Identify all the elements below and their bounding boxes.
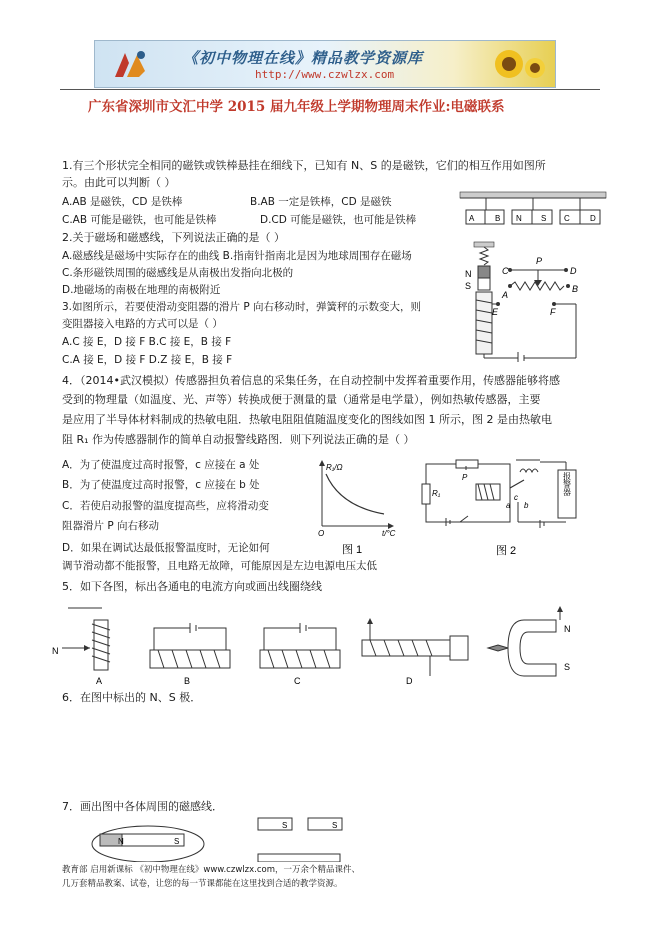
q4-stem-line1: 4．（2014•武汉模拟）传感器担负着信息的采集任务，在自动控制中发挥着重要作用，传感器能够将感 (62, 374, 560, 387)
q4-fig2-circuit (420, 458, 590, 558)
q4-option-b: B．为了使温度过高时报警，c 应接在 b 处 (62, 479, 260, 491)
q5-label-a: A (96, 676, 103, 686)
footer-line1: 教育部 启用新课标 《初中物理在线》www.czwlzx.com，一万余个精品课件、 (62, 865, 360, 875)
q4-stem-line4: 阻 R₁ 作为传感器制作的简单自动报警线路图．则下列说法正确的是（ ） (62, 433, 415, 446)
q4-fig2-label-a: a (506, 501, 511, 510)
q4-stem-line2: 受到的物理量（如温度、光、声等）转换成便于测量的量（通常是电学量），例如热敏传感器，主要 (62, 393, 541, 406)
q4-fig1-caption: 图 1 (342, 544, 363, 556)
banner-url[interactable]: http://www.czwlzx.com (255, 68, 395, 81)
q4-fig1-origin: O (318, 529, 325, 538)
q7-label-s3: S (332, 821, 338, 830)
q3-fig-label-n: N (465, 269, 472, 279)
q2-stem: 2.关于磁场和磁感线，下列说法正确的是（ ） (62, 231, 285, 244)
q5-stem: 5．如下各图，标出各通电的电流方向或画出线圈绕线 (62, 580, 322, 593)
banner-title: 《初中物理在线》精品教学资源库 (183, 49, 424, 67)
q1-option-b: B.AB 一定是铁棒，CD 是磁铁 (250, 196, 392, 208)
q5-coils-figure (50, 602, 610, 694)
q1-stem-line2: 示。由此可以判断（ ） (62, 176, 176, 189)
q4-option-c-line2: 阻器滑片 P 向右移动 (62, 520, 160, 532)
header-banner (94, 40, 556, 88)
q4-fig2-label-c: c (514, 493, 518, 502)
q4-fig1-graph (300, 458, 400, 558)
q4-option-d-line2: 调节滑动都不能报警，且电路无故障，可能原因是左边电源电压太低 (62, 560, 377, 572)
q3-fig-label-p: P (536, 256, 543, 266)
q5-label-n-right: N (564, 624, 571, 634)
q4-fig2-label-p: P (462, 473, 468, 482)
q7-magnets-figure (70, 814, 390, 862)
q1-fig-label-d: D (590, 214, 596, 223)
q7-label-n: N (118, 837, 124, 846)
q4-fig1-ylabel: R₁/Ω (326, 463, 343, 472)
q3-option-ab: A.C 接 E，D 接 F B.C 接 E，B 接 F (62, 336, 232, 348)
q1-fig-label-s: S (541, 214, 547, 223)
q2-option-d: D.地磁场的南极在地理的南极附近 (62, 284, 221, 296)
q2-option-c: C.条形磁铁周围的磁感线是从南极出发指向北极的 (62, 267, 294, 279)
q4-fig2-caption: 图 2 (496, 545, 517, 557)
q3-stem-line1: 3.如图所示，若要使滑动变阻器的滑片 P 向右移动时，弹簧秤的示数变大，则 (62, 301, 422, 313)
q5-label-c: C (294, 676, 301, 686)
q3-fig-label-b: B (572, 284, 579, 294)
q4-fig2-label-r1: R₁ (432, 489, 441, 498)
q1-magnets-figure (458, 190, 608, 236)
q4-stem-line3: 是应用了半导体材料制成的热敏电阻．热敏电阻阻值随温度变化的图线如图 1 所示，图 2 是由热敏电 (62, 413, 552, 426)
q1-fig-label-a: A (469, 214, 475, 223)
q2-option-ab: A.磁感线是磁场中实际存在的曲线 B.指南针指南北是因为地球周围存在磁场 (62, 250, 412, 262)
q7-stem: 7．画出图中各体周围的磁感线． (62, 800, 223, 813)
q1-option-a: A.AB 是磁铁，CD 是铁棒 (62, 196, 183, 208)
page-title: 广东省深圳市文汇中学 2015 届九年级上学期物理周末作业:电磁联系 (88, 99, 505, 115)
q3-fig-label-s: S (465, 281, 472, 291)
logo-icon (111, 47, 151, 81)
q6-stem: 6．在图中标出的 N、S 极． (62, 691, 202, 704)
q4-option-d-line1: D．如果在调试达最低报警温度时，无论如何 (62, 542, 270, 554)
q5-label-n-left: N (52, 646, 59, 656)
q3-fig-label-a: A (502, 290, 509, 300)
q4-fig1-xlabel: t/°C (382, 529, 396, 538)
q1-fig-label-n: N (516, 214, 522, 223)
q3-fig-label-e: E (492, 307, 499, 317)
q5-label-d: D (406, 676, 413, 686)
q4-fig2-label-alarm: 报警器 (562, 472, 572, 496)
q1-fig-label-b: B (495, 214, 501, 223)
q7-label-s1: S (174, 837, 180, 846)
q3-circuit-figure (456, 240, 606, 362)
q4-fig2-label-b: b (524, 501, 529, 510)
q7-label-s2: S (282, 821, 288, 830)
q3-fig-label-d: D (570, 266, 577, 276)
q4-option-c-line1: C．若使启动报警的温度提高些，应将滑动变 (62, 500, 269, 512)
q1-fig-label-c: C (564, 214, 570, 223)
q1-option-d: D.CD 可能是磁铁，也可能是铁棒 (260, 214, 417, 226)
q3-option-cd: C.A 接 E，D 接 F D.Z 接 E，B 接 F (62, 354, 233, 366)
q3-fig-label-c: C (502, 266, 509, 276)
sunflower-icon (489, 44, 549, 84)
q3-fig-label-f: F (550, 307, 556, 317)
q1-stem-line1: 1.有三个形状完全相同的磁铁或铁棒悬挂在细线下，已知有 N、S 的是磁铁，它们的相互作用如图所 (62, 159, 546, 172)
title-rule (60, 89, 600, 90)
q5-label-s-right: S (564, 662, 571, 672)
q3-stem-line2: 变阻器接入电路的方式可以是（ ） (62, 318, 223, 330)
q1-option-c: C.AB 可能是磁铁，也可能是铁棒 (62, 214, 217, 226)
q4-option-a: A．为了使温度过高时报警，c 应接在 a 处 (62, 459, 260, 471)
q5-label-b: B (184, 676, 191, 686)
footer-line2: 几万套精品教案、试卷，让您的每一节课都能在这里找到合适的教学资源。 (62, 879, 343, 889)
